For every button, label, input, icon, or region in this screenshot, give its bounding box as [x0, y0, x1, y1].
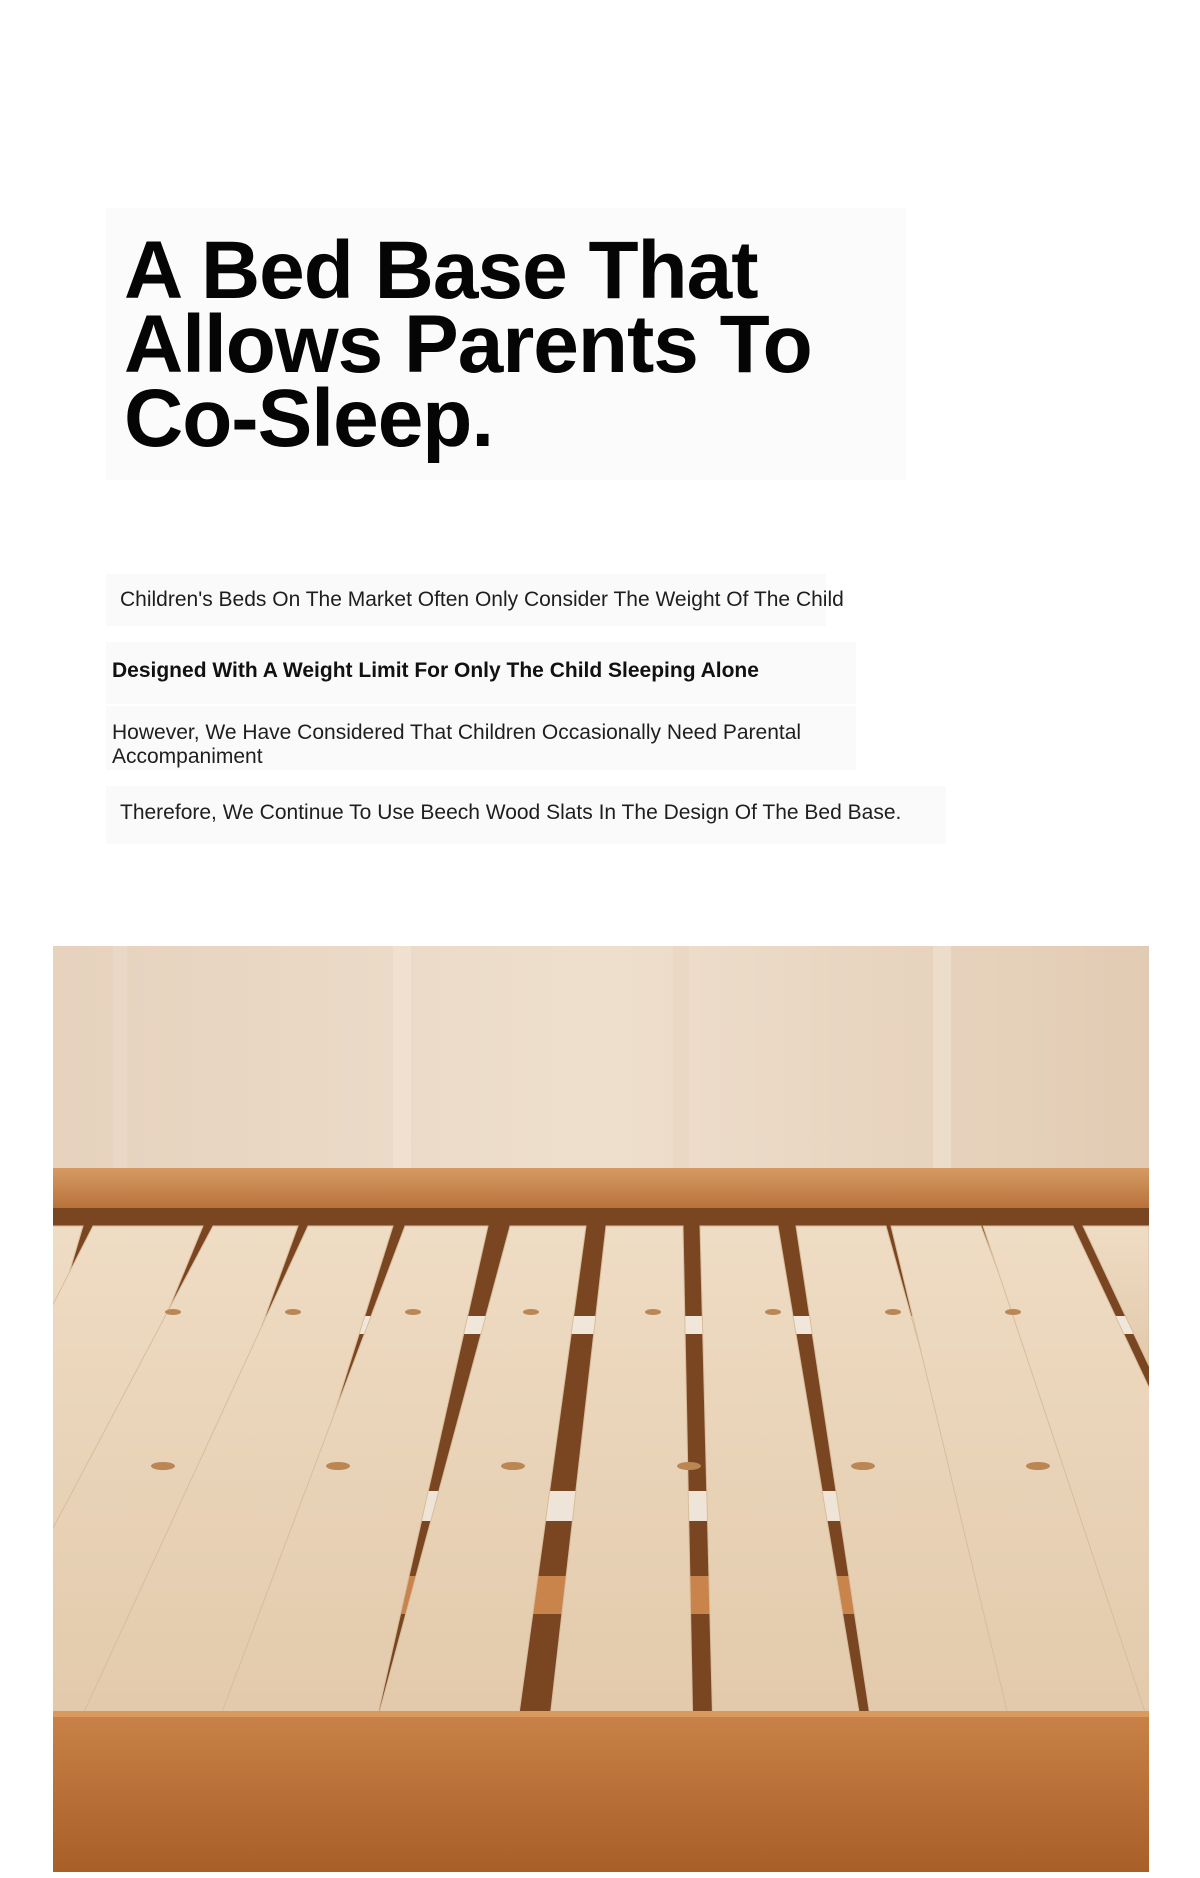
- paragraph-market-beds: Children's Beds On The Market Often Only Consider The Weight Of The Child: [120, 588, 844, 611]
- paragraph-parental-accompaniment: However, We Have Considered That Children Occasionally Need Parental Accompaniment: [112, 721, 802, 768]
- title-line-2: Allows Parents To: [124, 299, 812, 390]
- title-line-3: Co-Sleep.: [124, 373, 494, 464]
- paragraph-beech-slats: Therefore, We Continue To Use Beech Wood Slats In The Design Of The Bed Base.: [120, 801, 902, 824]
- bed-slats-illustration: [53, 946, 1149, 1872]
- paragraph-weight-limit: Designed With A Weight Limit For Only The Child Sleeping Alone: [112, 659, 759, 682]
- page-title: [124, 225, 884, 464]
- bed-base-photo: [53, 946, 1149, 1872]
- title-line-1: A Bed Base That: [124, 225, 758, 316]
